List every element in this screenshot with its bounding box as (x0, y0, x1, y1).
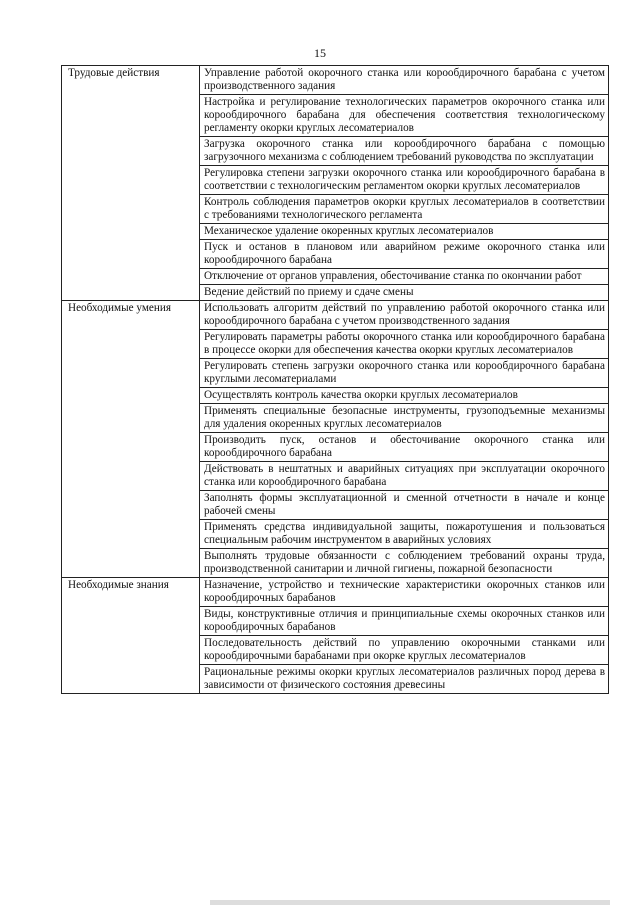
requirement-item: Регулировать степень загрузки окорочного станка или корообдирочного барабана круглыми лесоматериалами (200, 359, 609, 388)
section-label: Необходимые умения (62, 301, 200, 578)
requirement-item: Отключение от органов управления, обесточивание станка по окончании работ (200, 269, 609, 285)
requirement-item: Загрузка окорочного станка или корообдирочного барабана с помощью загрузочного механизма с соблюдением требований руководства по эксплуатации (200, 137, 609, 166)
requirement-item: Рациональные режимы окорки круглых лесоматериалов различных пород дерева в зависимости от физического состояния древесины (200, 665, 609, 694)
requirement-item: Выполнять трудовые обязанности с соблюдением требований охраны труда, производственной санитарии и личной гигиены, пожарной безопасности (200, 549, 609, 578)
requirement-item: Использовать алгоритм действий по управлению работой окорочного станка или корообдирочного барабана с учетом производственного задания (200, 301, 609, 330)
requirement-item: Управление работой окорочного станка или корообдирочного барабана с учетом производственного задания (200, 66, 609, 95)
requirement-item: Последовательность действий по управлению окорочными станками или корообдирочными барабанами при окорке круглых лесоматериалов (200, 636, 609, 665)
requirement-item: Регулировать параметры работы окорочного станка или корообдирочного барабана в процессе окорки для обеспечения качества окорки круглых лесоматериалов (200, 330, 609, 359)
section-label: Необходимые знания (62, 578, 200, 694)
requirement-item: Регулировка степени загрузки окорочного станка или корообдирочного барабана в соответствии с технологическим регламентом окорки круглых лесоматериалов (200, 166, 609, 195)
requirement-item: Применять специальные безопасные инструменты, грузоподъемные механизмы для удаления окоренных круглых лесоматериалов (200, 404, 609, 433)
requirement-item: Заполнять формы эксплуатационной и сменной отчетности в начале и конце рабочей смены (200, 491, 609, 520)
table-row (62, 301, 609, 330)
requirement-item: Пуск и останов в плановом или аварийном режиме окорочного станка или корообдирочного барабана (200, 240, 609, 269)
requirement-item: Настройка и регулирование технологических параметров окорочного станка или корообдирочного барабана для обеспечения соответствия технологическому регламенту окорки круглых лесоматериалов (200, 95, 609, 137)
requirement-item: Применять средства индивидуальной защиты, пожаротушения и пользоваться специальным рабочим инструментом в аварийных условиях (200, 520, 609, 549)
table-row (62, 66, 609, 95)
page-number: 15 (314, 46, 326, 60)
requirement-item: Механическое удаление окоренных круглых лесоматериалов (200, 224, 609, 240)
requirement-item: Осуществлять контроль качества окорки круглых лесоматериалов (200, 388, 609, 404)
requirement-item: Контроль соблюдения параметров окорки круглых лесоматериалов в соответствии с требованиями технологического регламента (200, 195, 609, 224)
scan-edge-strip (210, 900, 610, 905)
requirement-item: Производить пуск, останов и обесточивание окорочного станка или корообдирочного барабана (200, 433, 609, 462)
requirement-item: Ведение действий по приему и сдаче смены (200, 285, 609, 301)
competency-table (61, 65, 609, 694)
requirement-item: Виды, конструктивные отличия и принципиальные схемы окорочных станков или корообдирочных барабанов (200, 607, 609, 636)
section-label: Трудовые действия (62, 66, 200, 301)
requirement-item: Назначение, устройство и технические характеристики окорочных станков или корообдирочных барабанов (200, 578, 609, 607)
requirement-item: Действовать в нештатных и аварийных ситуациях при эксплуатации окорочного станка или корообдирочного барабана (200, 462, 609, 491)
table-row (62, 578, 609, 607)
